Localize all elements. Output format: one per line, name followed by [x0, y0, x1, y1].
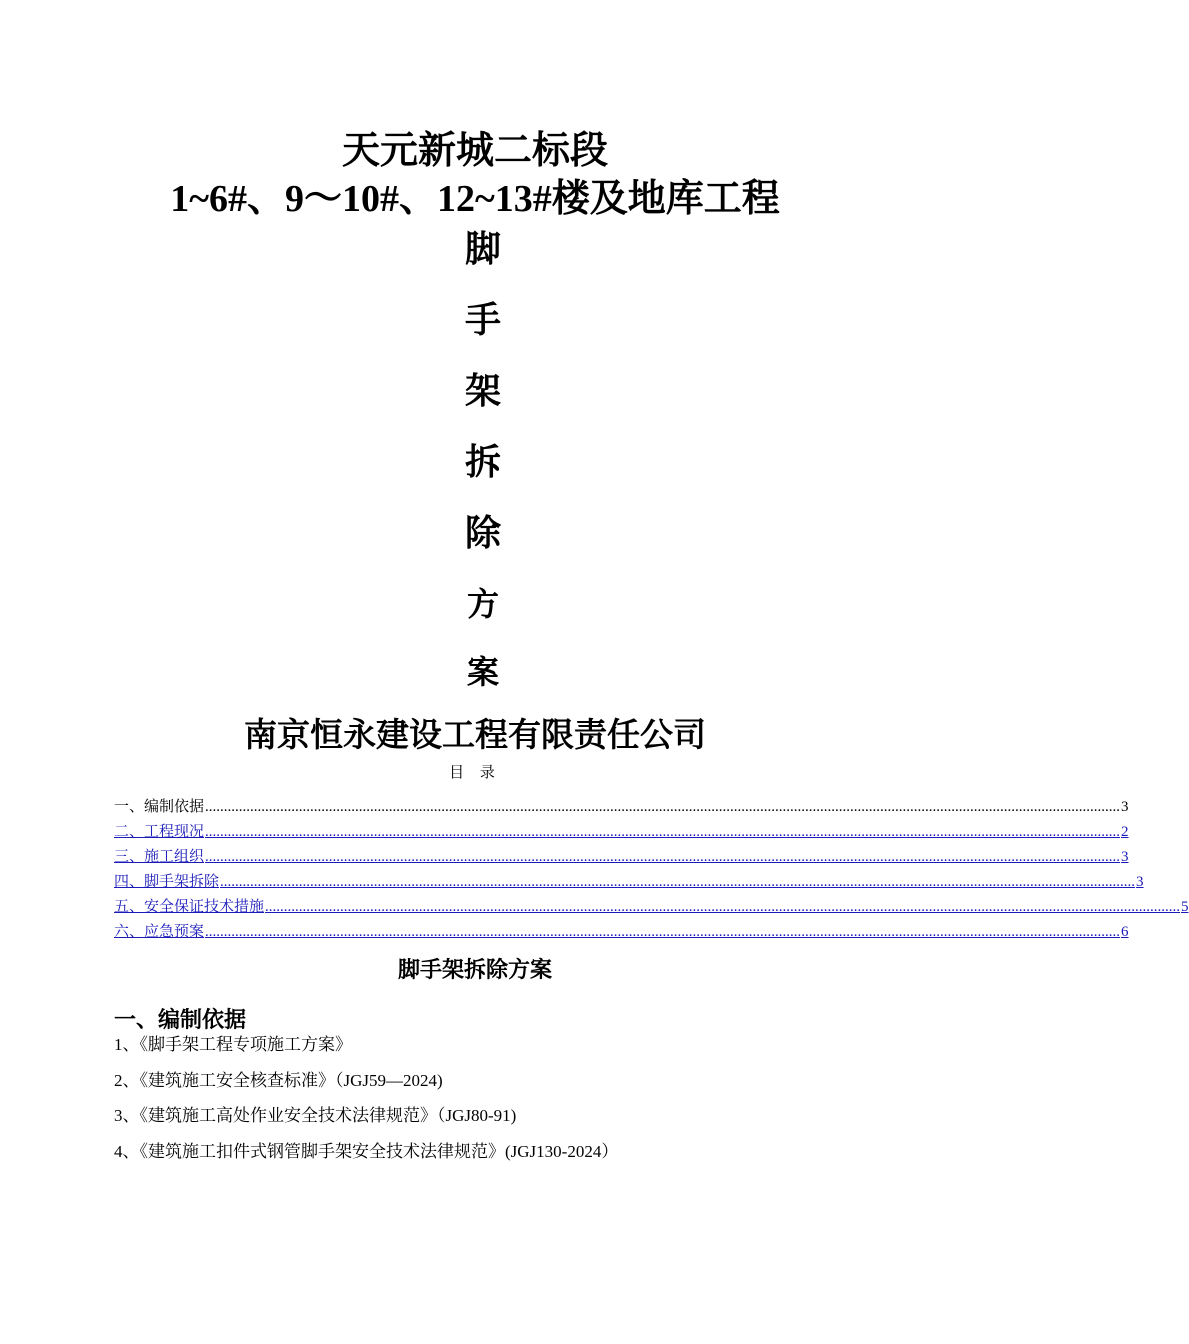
vertical-title-char: 手 [464, 300, 501, 340]
vertical-title-char: 方 [466, 586, 499, 622]
toc-entry-link[interactable] [114, 847, 1129, 872]
cover-title-line2: 1~6#、9～10#、12~13#楼及地库工程 [170, 178, 780, 220]
toc-entry-page: 3 [1121, 849, 1129, 865]
reference-item: 4、《建筑施工扣件式钢管脚手架安全技术法律规范》(JGJ130-2024） [114, 1142, 619, 1161]
toc-entry-link[interactable] [114, 822, 1129, 847]
vertical-title-char: 除 [464, 513, 501, 553]
toc-entry-page: 3 [1136, 874, 1144, 890]
toc-entry-page: 6 [1121, 924, 1129, 940]
vertical-title-char: 案 [466, 654, 499, 690]
toc-entry-label: 一、编制依据 [114, 799, 205, 815]
table-of-contents [114, 797, 1189, 947]
vertical-title-char: 拆 [464, 442, 501, 482]
reference-item: 3、《建筑施工高处作业安全技术法律规范》（JGJ80-91) [114, 1106, 517, 1125]
document-heading: 脚手架拆除方案 [397, 957, 552, 982]
toc-entry-page: 5 [1181, 899, 1189, 915]
reference-item: 2、《建筑施工安全核查标准》（JGJ59—2024) [114, 1071, 443, 1090]
toc-entry-label: 三、施工组织 [114, 849, 205, 865]
toc-leader-dots: .................................................................................................................................................................................................................................................... [205, 799, 1121, 815]
toc-leader-dots: .................................................................................................................................................................................................................................................... [205, 824, 1121, 840]
toc-entry-link[interactable] [114, 922, 1129, 947]
toc-title: 目 录 [449, 765, 501, 781]
toc-entry-label: 四、脚手架拆除 [114, 874, 220, 890]
toc-entry-page: 2 [1121, 824, 1129, 840]
toc-entry-page: 3 [1121, 799, 1129, 815]
toc-leader-dots: .................................................................................................................................................................................................................................................... [205, 849, 1121, 865]
toc-entry-label: 六、应急预案 [114, 924, 205, 940]
section-heading: 一、编制依据 [114, 1007, 247, 1032]
toc-entry-label: 五、安全保证技术措施 [114, 899, 265, 915]
toc-leader-dots: .................................................................................................................................................................................................................................................... [205, 924, 1121, 940]
toc-entry[interactable] [114, 797, 1129, 822]
toc-leader-dots: .................................................................................................................................................................................................................................................... [220, 874, 1136, 890]
toc-entry-label: 二、工程现况 [114, 824, 205, 840]
company-name: 南京恒永建设工程有限责任公司 [244, 718, 706, 754]
toc-leader-dots: .................................................................................................................................................................................................................................................... [265, 899, 1181, 915]
toc-entry-link[interactable] [114, 897, 1189, 922]
cover-title-line1: 天元新城二标段 [341, 130, 608, 172]
vertical-title-char: 架 [464, 371, 501, 411]
reference-item: 1、《脚手架工程专项施工方案》 [114, 1035, 352, 1054]
vertical-title-char: 脚 [464, 229, 501, 269]
toc-entry-link[interactable] [114, 872, 1144, 897]
